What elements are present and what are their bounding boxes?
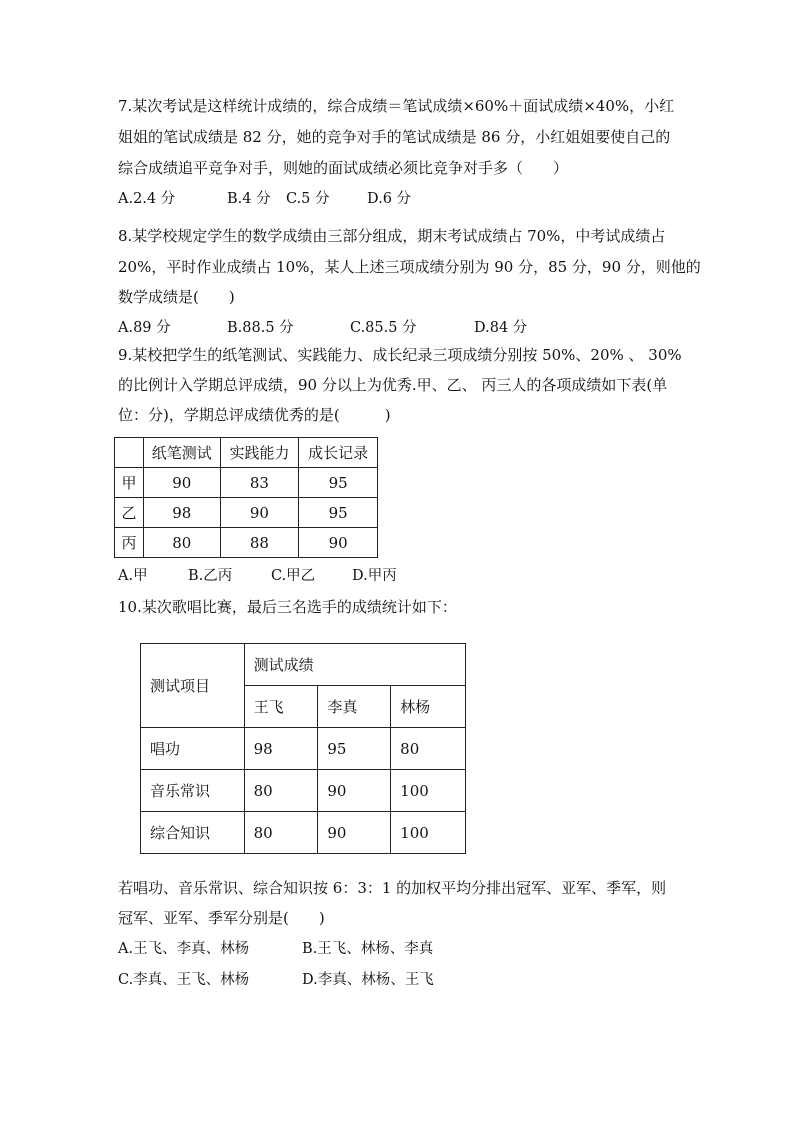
table-cell: 80 (244, 770, 318, 812)
table-cell: 95 (318, 728, 391, 770)
q9-stem-line-3: 位：分)，学期总评成绩优秀的是( ) (118, 406, 391, 424)
group-header-cell: 测试成绩 (244, 644, 465, 686)
table-header-row (115, 438, 378, 468)
q7-stem-line-2: 姐姐的笔试成绩是 82 分，她的竞争对手的笔试成绩是 86 分，小红姐姐要使自己的 (118, 128, 671, 146)
table-row (141, 728, 466, 770)
q7-stem-line-3: 综合成绩追平竞争对手，则她的面试成绩必须比竞争对手多（ ） (118, 159, 569, 177)
table-cell: 100 (391, 812, 466, 854)
q8-option-a[interactable]: A.89 分 (118, 320, 171, 336)
table-header-cell: 纸笔测试 (143, 438, 220, 468)
q9-score-table (114, 437, 378, 558)
item-name-cell: 综合知识 (141, 812, 245, 854)
q8-stem-line-3: 数学成绩是( ) (118, 288, 235, 306)
q10-option-c[interactable]: C.李真、王飞、林杨 (118, 972, 250, 988)
table-cell: 83 (220, 468, 299, 498)
q10-intro: 10.某次歌唱比赛，最后三名选手的成绩统计如下： (118, 598, 457, 616)
q9-stem-line-2: 的比例计入学期总评成绩，90 分以上为优秀.甲、乙、 丙三人的各项成绩如下表(单 (118, 376, 668, 394)
table-header-row (141, 644, 466, 686)
q9-option-a[interactable]: A.甲 (118, 568, 148, 584)
table-cell: 80 (143, 528, 220, 558)
q7-option-b[interactable]: B.4 分 (227, 191, 271, 207)
contestant-header-cell: 王飞 (244, 686, 318, 728)
item-name-cell: 唱功 (141, 728, 245, 770)
q10-option-b[interactable]: B.王飞、林杨、李真 (302, 941, 434, 957)
table-cell: 98 (143, 498, 220, 528)
q9-option-b[interactable]: B.乙丙 (188, 568, 233, 584)
q10-stem-line-1: 若唱功、音乐常识、综合知识按 6：3：1 的加权平均分排出冠军、亚军、季军，则 (118, 879, 667, 897)
table-cell: 90 (318, 770, 391, 812)
q7-option-a[interactable]: A.2.4 分 (118, 191, 176, 207)
table-cell: 88 (220, 528, 299, 558)
table-cell: 90 (143, 468, 220, 498)
q8-option-d[interactable]: D.84 分 (474, 320, 528, 336)
table-cell: 80 (244, 812, 318, 854)
table-cell: 100 (391, 770, 466, 812)
q9-option-d[interactable]: D.甲丙 (352, 568, 397, 584)
q10-option-a[interactable]: A.王飞、李真、林杨 (118, 941, 250, 957)
table-header-cell (115, 438, 144, 468)
contestant-header-cell: 李真 (318, 686, 391, 728)
table-cell: 95 (299, 498, 378, 528)
q9-option-c[interactable]: C.甲乙 (271, 568, 316, 584)
q9-stem-line-1: 9.某校把学生的纸笔测试、实践能力、成长纪录三项成绩分别按 50%、20% 、 30% (118, 346, 682, 364)
q8-option-b[interactable]: B.88.5 分 (227, 320, 294, 336)
q7-stem-line-1: 7.某次考试是这样统计成绩的，综合成绩＝笔试成绩×60%＋面试成绩×40%，小红 (118, 97, 675, 115)
table-row (141, 812, 466, 854)
table-row (115, 468, 378, 498)
q10-option-d[interactable]: D.李真、林杨、王飞 (302, 972, 434, 988)
q8-stem-line-2: 20%，平时作业成绩占 10%，某人上述三项成绩分别为 90 分，85 分，90 分，则他的 (118, 258, 701, 276)
table-header-cell: 实践能力 (220, 438, 299, 468)
table-cell: 90 (299, 528, 378, 558)
q8-option-c[interactable]: C.85.5 分 (350, 320, 417, 336)
student-name-cell: 丙 (115, 528, 144, 558)
table-cell: 98 (244, 728, 318, 770)
item-name-cell: 音乐常识 (141, 770, 245, 812)
q8-stem-line-1: 8.某学校规定学生的数学成绩由三部分组成，期末考试成绩占 70%，中考试成绩占 (118, 227, 666, 245)
table-header-cell: 成长记录 (299, 438, 378, 468)
table-cell: 80 (391, 728, 466, 770)
student-name-cell: 甲 (115, 468, 144, 498)
table-row (141, 770, 466, 812)
q10-score-table (140, 643, 466, 854)
table-cell: 95 (299, 468, 378, 498)
q7-option-d[interactable]: D.6 分 (367, 191, 412, 207)
table-row (115, 498, 378, 528)
table-cell: 90 (220, 498, 299, 528)
student-name-cell: 乙 (115, 498, 144, 528)
q7-option-c[interactable]: C.5 分 (286, 191, 330, 207)
table-row (115, 528, 378, 558)
item-header-cell: 测试项目 (141, 644, 245, 728)
q10-stem-line-2: 冠军、亚军、季军分别是( ) (118, 909, 325, 927)
contestant-header-cell: 林杨 (391, 686, 466, 728)
table-cell: 90 (318, 812, 391, 854)
